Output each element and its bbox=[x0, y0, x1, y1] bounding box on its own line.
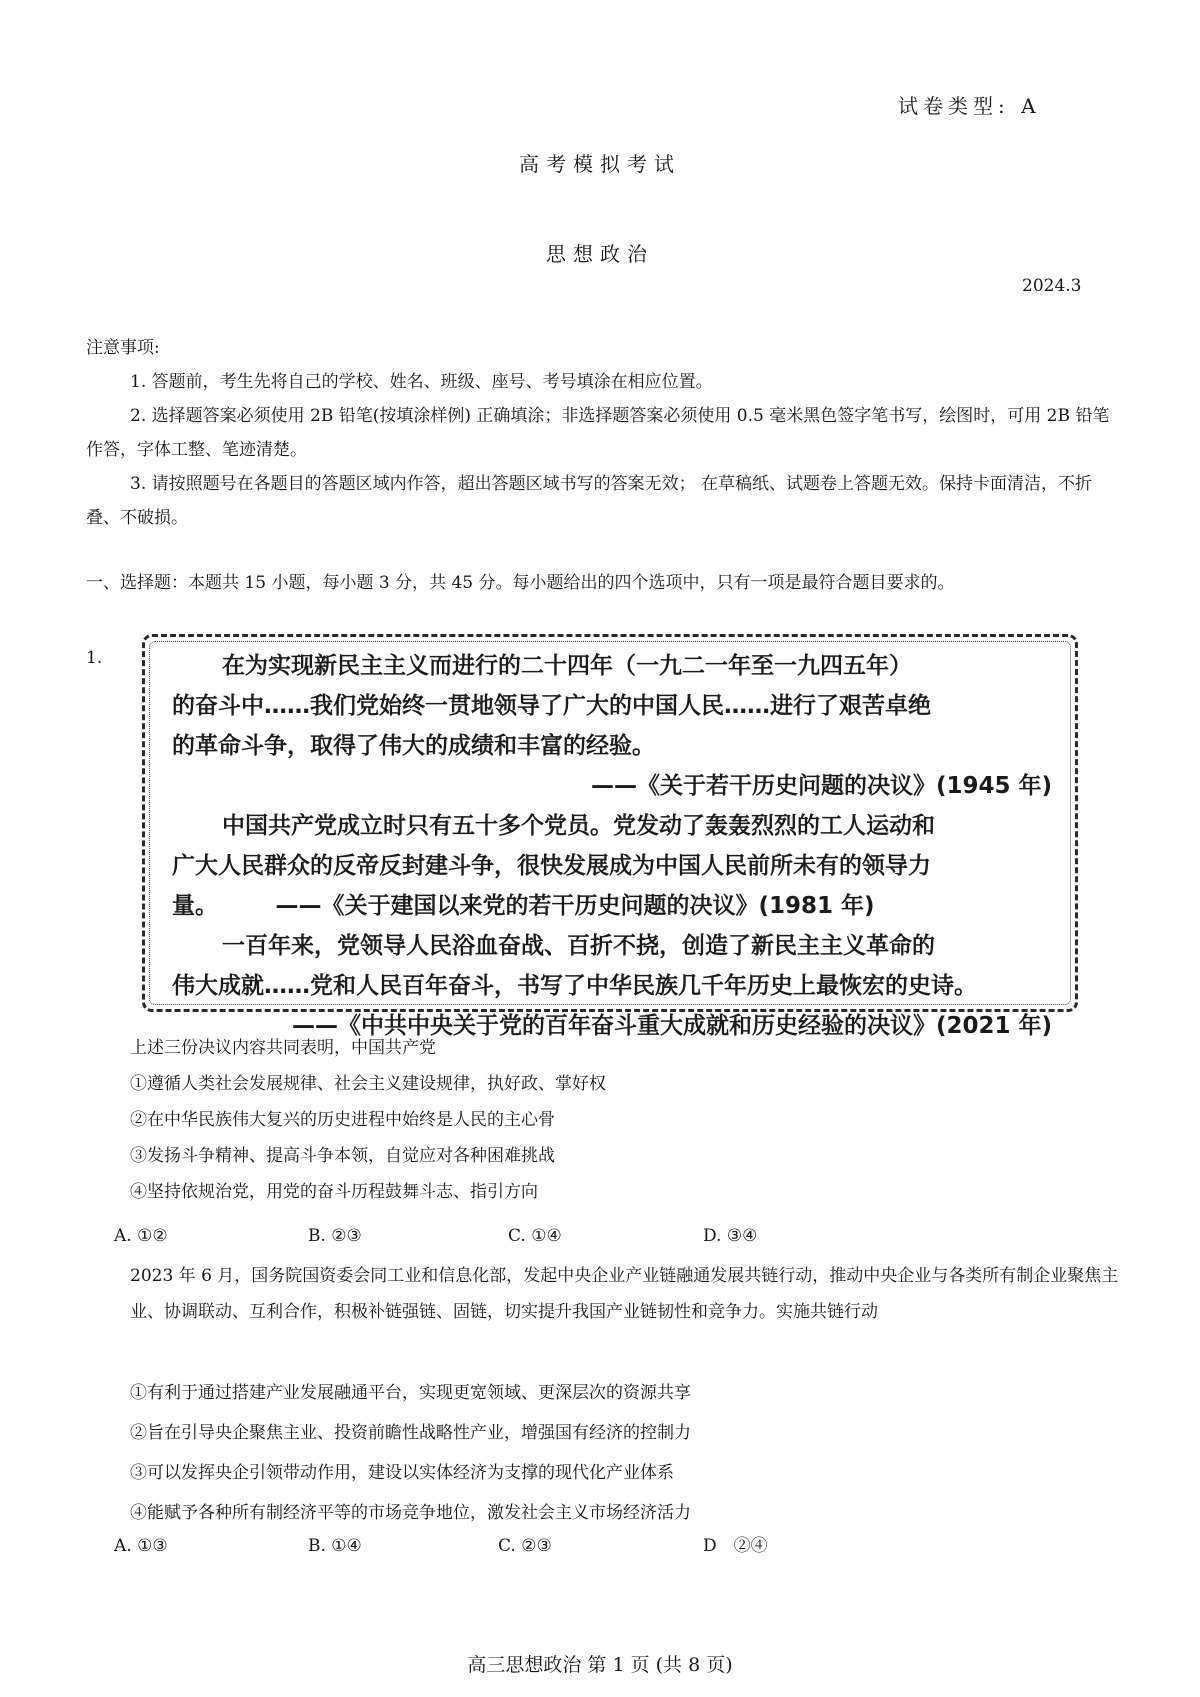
option-d[interactable]: D ②④ bbox=[703, 1536, 768, 1556]
notes-heading: 注意事项: bbox=[86, 338, 160, 358]
statement-item: ④坚持依规治党，用党的奋斗历程鼓舞斗志、指引方向 bbox=[130, 1182, 538, 1202]
quote-line: 广大人民群众的反帝反封建斗争，很快发展成为中国人民前所未有的领导力 bbox=[172, 853, 931, 879]
note-item: 1. 答题前，考生先将自己的学校、姓名、班级、座号、考号填涂在相应位置。 bbox=[130, 372, 713, 392]
quote-line: 的奋斗中……我们党始终一贯地领导了广大的中国人民……进行了艰苦卓绝 bbox=[172, 693, 931, 719]
quote-block bbox=[172, 646, 1052, 1046]
exam-type-label: 试卷类型: A bbox=[898, 94, 1041, 118]
question-2-statements bbox=[130, 1373, 1130, 1533]
section-heading: 一、选择题：本题共 15 小题，每小题 3 分，共 45 分。每小题给出的四个选项中，只有一项是最符合题目要求的。 bbox=[86, 573, 955, 593]
option-d[interactable]: D. ③④ bbox=[703, 1226, 758, 1246]
notes-section bbox=[86, 331, 1126, 535]
quote-line: 中国共产党成立时只有五十多个党员。党发动了轰轰烈烈的工人运动和 bbox=[222, 813, 935, 839]
statement-item: ④能赋予各种所有制经济平等的市场竞争地位，激发社会主义市场经济活力 bbox=[130, 1503, 691, 1523]
note-item: 3. 请按照题号在各题目的答题区域内作答，超出答题区域书写的答案无效； 在草稿纸、试题卷上答题无效。保持卡面清洁，不折叠、不破损。 bbox=[86, 474, 1093, 528]
question-1-body bbox=[130, 1030, 1130, 1210]
question-2-stem: 2023 年 6 月，国务院国资委会同工业和信息化部，发起中央企业产业链融通发展共链行动，推动中央企业与各类所有制企业聚焦主业、协调联动、互利合作，积极补链强链、固链，切实提升我国产业链韧性和竞争力。实施共链行动 bbox=[130, 1266, 1119, 1322]
statement-item: ②旨在引导央企聚焦主业、投资前瞻性战略性产业，增强国有经济的控制力 bbox=[130, 1423, 691, 1443]
exam-date: 2024.3 bbox=[1022, 276, 1082, 296]
option-a[interactable]: A. ①③ bbox=[114, 1536, 168, 1556]
quote-line: 的革命斗争，取得了伟大的成绩和丰富的经验。 bbox=[172, 733, 655, 759]
subject-title: 思想政治 bbox=[546, 242, 654, 266]
page-footer: 高三思想政治 第 1 页 (共 8 页) bbox=[467, 1654, 733, 1676]
quote-source: ——《中共中央关于党的百年奋斗重大成就和历史经验的决议》(2021 年) bbox=[291, 1013, 1052, 1039]
statement-item: ③发扬斗争精神、提高斗争本领，自觉应对各种困难挑战 bbox=[130, 1146, 555, 1166]
option-b[interactable]: B. ②③ bbox=[308, 1226, 362, 1246]
quote-source: ——《关于若干历史问题的决议》(1945 年) bbox=[590, 773, 1052, 799]
exam-title: 高考模拟考试 bbox=[519, 152, 681, 176]
quote-line: 在为实现新民主主义而进行的二十四年（一九二一年至一九四五年） bbox=[222, 653, 912, 679]
quote-line: 量。 ——《关于建国以来党的若干历史问题的决议》(1981 年) bbox=[172, 893, 875, 919]
option-b[interactable]: B. ①④ bbox=[308, 1536, 362, 1556]
option-c[interactable]: C. ①④ bbox=[508, 1226, 562, 1246]
note-item: 2. 选择题答案必须使用 2B 铅笔(按填涂样例) 正确填涂；非选择题答案必须使用 0.5 毫米黑色签字笔书写，绘图时，可用 2B 铅笔作答，字体工整、笔迹清楚。 bbox=[86, 406, 1110, 460]
quote-line: 一百年来，党领导人民浴血奋战、百折不挠，创造了新民主主义革命的 bbox=[222, 933, 935, 959]
quote-line: 伟大成就……党和人民百年奋斗，书写了中华民族几千年历史上最恢宏的史诗。 bbox=[172, 973, 977, 999]
statement-item: ②在中华民族伟大复兴的历史进程中始终是人民的主心骨 bbox=[130, 1110, 555, 1130]
question-stem: 上述三份决议内容共同表明，中国共产党 bbox=[130, 1038, 436, 1058]
statement-item: ①有利于通过搭建产业发展融通平台，实现更宽领域、更深层次的资源共享 bbox=[130, 1383, 691, 1403]
question-number: 1. bbox=[86, 648, 103, 668]
option-c[interactable]: C. ②③ bbox=[498, 1536, 552, 1556]
statement-item: ①遵循人类社会发展规律、社会主义建设规律，执好政、掌好权 bbox=[130, 1074, 606, 1094]
statement-item: ③可以发挥央企引领带动作用，建设以实体经济为支撑的现代化产业体系 bbox=[130, 1463, 674, 1483]
option-a[interactable]: A. ①② bbox=[114, 1226, 168, 1246]
